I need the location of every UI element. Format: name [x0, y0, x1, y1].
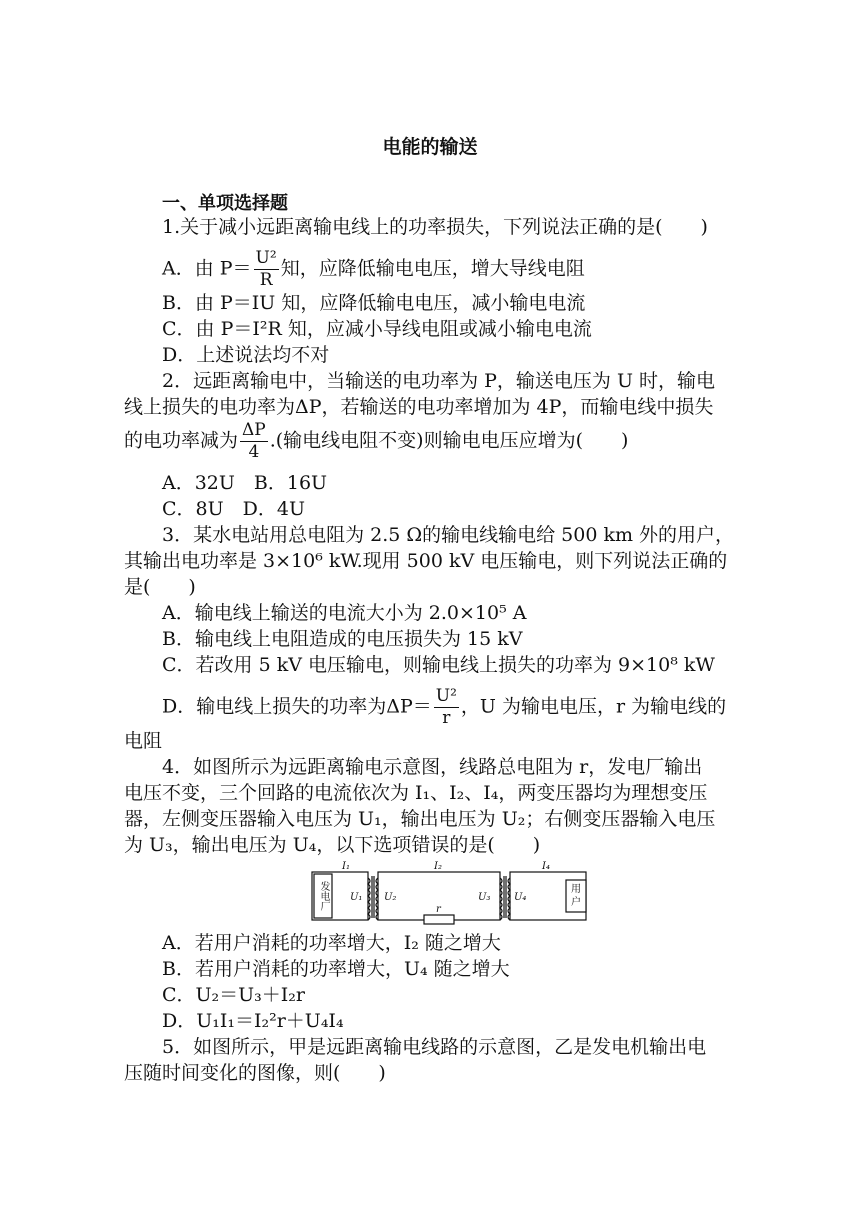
label-i2: I₂	[434, 861, 442, 872]
q1-fraction: $\frac{\text{U²}}{R}$	[255, 248, 277, 290]
label-u4: U₄	[514, 892, 527, 903]
q5-line-2: 压随时间变化的图像，则( )	[124, 1062, 386, 1084]
q1-option-d: D．上述说法均不对	[162, 344, 330, 366]
q3-fraction: $\frac{\text{U²}}{r}$	[435, 686, 457, 728]
label-u1: U₁	[350, 892, 363, 903]
label-power-plant: 发电厂	[318, 881, 329, 911]
q4-line-2: 电压不变，三个回路的电流依次为 I₁、I₂、I₄，两变压器均为理想变压	[124, 782, 708, 804]
q1-option-a: A．由 P＝ $\frac{\text{U²}}{R}$ 知，应降低输电电压，增大导线电阻	[162, 248, 585, 290]
q4-option-d: D．U₁I₁＝I₂²r＋U₄I₄	[162, 1010, 344, 1032]
q4-line-4: 为 U₃，输出电压为 U₄，以下选项错误的是( )	[124, 834, 541, 856]
q4-line-1: 4．如图所示为远距离输电示意图，线路总电阻为 r，发电厂输出	[162, 756, 703, 778]
label-user: 用户	[571, 884, 581, 908]
q3-line-3: 是( )	[124, 576, 196, 598]
q4-option-a: A．若用户消耗的功率增大，I₂ 随之增大	[162, 932, 501, 954]
q2-options-cd: C．8U D．4U	[162, 498, 305, 520]
q2-line-3: 的电功率减为 $\frac{\Delta P}{4}$ .(输电线电阻不变)则输电电压应增为( )	[124, 420, 629, 462]
page-title: 电能的输送	[382, 136, 478, 158]
q1-option-c: C．由 P＝I²R 知，应减小导线电阻或减小输电电流	[162, 318, 592, 340]
section-heading: 一、单项选择题	[162, 193, 288, 214]
label-i4: I₄	[542, 861, 550, 872]
q5-line-1: 5．如图所示，甲是远距离输电线路的示意图，乙是发电机输出电	[162, 1036, 707, 1058]
q3-option-d: D．输电线上损失的功率为ΔP＝ $\frac{\text{U²}}{r}$ ，U 为输电电压，r 为输电线的	[162, 686, 727, 728]
q2-line-1: 2．远距离输电中，当输送的电功率为 P，输送电压为 U 时，输电	[162, 370, 716, 392]
q3-option-d-cont: 电阻	[124, 730, 163, 752]
q3-option-b: B．输电线上电阻造成的电压损失为 15 kV	[162, 628, 523, 650]
q3-line-2: 其输出电功率是 3×10⁶ kW.现用 500 kV 电压输电，则下列说法正确的	[124, 550, 728, 572]
label-u2: U₂	[384, 892, 397, 903]
q3-option-a: A．输电线上输送的电流大小为 2.0×10⁵ A	[162, 602, 527, 624]
q2-line-2: 线上损失的电功率为ΔP，若输送的电功率增加为 4P，而输电线中损失	[124, 396, 714, 418]
q2-options-ab: A．32U B．16U	[162, 472, 328, 494]
q1-option-b: B．由 P＝IU 知，应降低输电电压，减小输电电流	[162, 292, 586, 314]
label-i1: I₁	[342, 861, 350, 872]
q2-fraction: $\frac{\Delta P}{4}$	[242, 420, 266, 462]
label-u3: U₃	[478, 892, 491, 903]
q3-option-c: C．若改用 5 kV 电压输电，则输电线上损失的功率为 9×10⁸ kW	[162, 654, 715, 676]
label-r: r	[436, 904, 441, 915]
q4-line-3: 器，左侧变压器输入电压为 U₁，输出电压为 U₂；右侧变压器输入电压	[124, 808, 716, 830]
q4-option-c: C．U₂＝U₃＋I₂r	[162, 984, 306, 1006]
q3-line-1: 3．某水电站用总电阻为 2.5 Ω的输电线输电给 500 km 外的用户，	[162, 524, 735, 546]
q4-option-b: B．若用户消耗的功率增大，U₄ 随之增大	[162, 958, 510, 980]
power-transmission-diagram	[308, 858, 590, 926]
q1-stem: 1.关于减小远距离输电线上的功率损失，下列说法正确的是( )	[162, 216, 708, 238]
